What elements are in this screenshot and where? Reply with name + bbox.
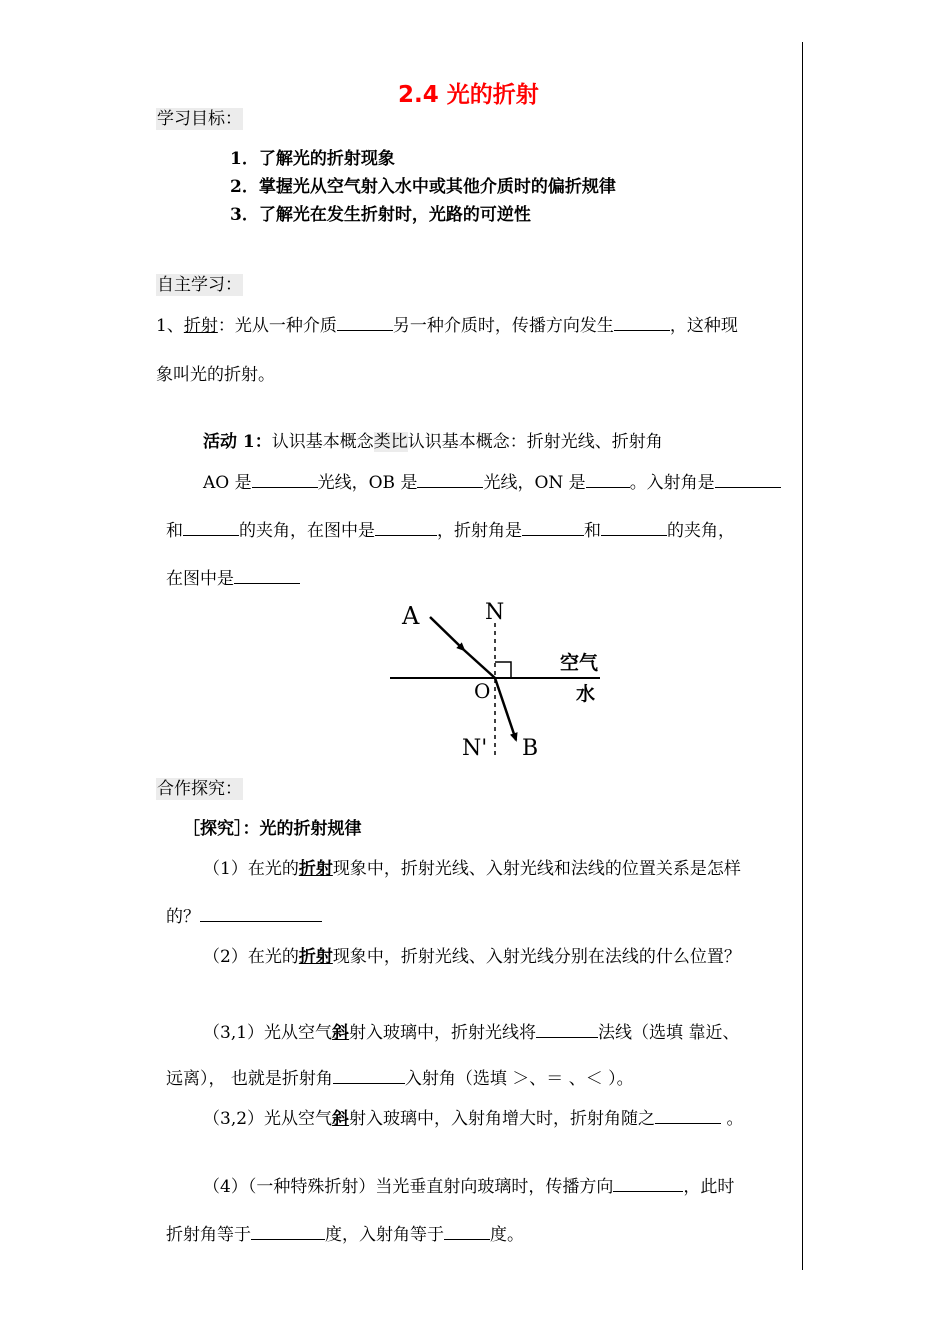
- blank-field[interactable]: [375, 520, 437, 536]
- cooperate-label: 合作探究：: [157, 779, 242, 799]
- goal-2: 2．掌握光从空气射入水中或其他介质时的偏折规律: [230, 177, 616, 197]
- activity-l1-d: 。入射角是: [629, 473, 715, 493]
- explore-q4-line2: [166, 1224, 524, 1246]
- q4-line2-c: 度。: [490, 1225, 524, 1245]
- blank-field[interactable]: [337, 315, 393, 331]
- label-air: 空气: [560, 652, 599, 674]
- blank-field[interactable]: [536, 1022, 598, 1038]
- q2-term: 折射: [298, 947, 333, 967]
- explore-q1-line2: [166, 906, 322, 928]
- q1-a: （1）在光的: [203, 859, 299, 879]
- self-study-question-1-line2: 象叫光的折射。: [156, 365, 275, 385]
- activity-text-a: 认识基本概念: [271, 432, 374, 452]
- q32-a: （3,2）光从空气: [203, 1109, 333, 1129]
- page-title: 2.4 光的折射: [398, 82, 539, 108]
- activity-text-highlight: 类比: [373, 432, 408, 452]
- blank-field[interactable]: [522, 520, 584, 536]
- q1-b: 现象中，折射光线、入射光线和法线的位置关系是怎样: [332, 859, 741, 879]
- q31-c: 法线（选填 靠近、: [598, 1023, 740, 1043]
- blank-field[interactable]: [655, 1108, 721, 1124]
- blank-field[interactable]: [251, 1224, 325, 1240]
- explore-q3-1: [203, 1022, 739, 1044]
- label-O: O: [474, 679, 491, 703]
- activity-line-2: [166, 520, 735, 542]
- q31-b: 射入玻璃中，折射光线将: [349, 1023, 537, 1043]
- explore-heading: ［探究］：光的折射规律: [183, 819, 362, 839]
- term-refraction: 折射: [183, 316, 218, 336]
- blank-field[interactable]: [614, 315, 670, 331]
- q32-term: 斜: [332, 1109, 350, 1129]
- q4-a: （4）（一种特殊折射）当光垂直射向玻璃时，传播方向: [203, 1177, 614, 1197]
- label-A: A: [402, 602, 420, 630]
- activity-1-heading: [203, 431, 663, 453]
- q2-b: 现象中，折射光线、入射光线分别在法线的什么位置？: [332, 947, 741, 967]
- label-B: B: [522, 736, 539, 761]
- blank-field[interactable]: [252, 472, 318, 488]
- q1-text-c: ，这种现: [669, 316, 738, 336]
- q31-line2-a: 远离）， 也就是折射角: [166, 1069, 333, 1089]
- blank-field[interactable]: [715, 472, 781, 488]
- activity-l2-c: ，折射角是: [437, 521, 522, 541]
- q4-line2-a: 折射角等于: [166, 1225, 251, 1245]
- incident-ray-arrow: [430, 617, 464, 650]
- label-N-prime: N': [462, 736, 488, 761]
- explore-q4: [203, 1176, 734, 1198]
- q31-a: （3,1）光从空气: [203, 1023, 333, 1043]
- refracted-ray: [495, 678, 516, 740]
- blank-field[interactable]: [613, 1176, 683, 1192]
- right-margin-rule: [802, 42, 803, 1270]
- activity-l2-b: 的夹角，在图中是: [239, 521, 375, 541]
- q4-b: ，此时: [683, 1177, 735, 1197]
- q1-prefix: 1、: [156, 316, 184, 336]
- activity-l2-d: 和: [584, 521, 601, 541]
- blank-field[interactable]: [200, 906, 322, 922]
- q32-c: 。: [721, 1109, 744, 1129]
- explore-q2: [203, 946, 741, 968]
- goal-1: 1．了解光的折射现象: [230, 149, 395, 169]
- goals-label: 学习目标：: [157, 109, 242, 129]
- incident-ray: [464, 650, 495, 678]
- blank-field[interactable]: [601, 520, 667, 536]
- q31-term: 斜: [332, 1023, 350, 1043]
- activity-l1-c: 光线，ON 是: [483, 473, 586, 493]
- q1-text-a: ：光从一种介质: [217, 316, 337, 336]
- right-angle-mark: [495, 662, 511, 678]
- explore-q3-2: [203, 1108, 743, 1130]
- q2-a: （2）在光的: [203, 947, 299, 967]
- label-N: N: [485, 600, 505, 625]
- activity-l2-a: 和: [166, 521, 183, 541]
- activity-line-1: [203, 472, 781, 494]
- blank-field[interactable]: [417, 472, 483, 488]
- activity-line-3: [166, 568, 300, 590]
- q1-line2: 的？: [166, 907, 200, 927]
- activity-l1-b: 光线，OB 是: [317, 473, 418, 493]
- activity-text-b: 认识基本概念：折射光线、折射角: [407, 432, 663, 452]
- q4-line2-b: 度，入射角等于: [325, 1225, 444, 1245]
- blank-field[interactable]: [183, 520, 239, 536]
- explore-q3-1-line2: [166, 1068, 634, 1090]
- explore-q1: [203, 858, 741, 880]
- self-study-label: 自主学习：: [157, 275, 242, 295]
- q31-line2-b: 入射角（选填 ＞、＝ 、＜ ）。: [404, 1069, 634, 1089]
- label-water: 水: [576, 683, 596, 705]
- goal-3: 3．了解光在发生折射时，光路的可逆性: [230, 205, 531, 225]
- blank-field[interactable]: [333, 1068, 405, 1084]
- activity-l1-a: AO 是: [203, 473, 252, 493]
- refraction-diagram: [380, 595, 620, 765]
- activity-l3-a: 在图中是: [166, 569, 234, 589]
- q1-term: 折射: [298, 859, 333, 879]
- blank-field[interactable]: [234, 568, 300, 584]
- blank-field[interactable]: [444, 1224, 490, 1240]
- blank-field[interactable]: [586, 472, 630, 488]
- activity-l2-e: 的夹角，: [667, 521, 735, 541]
- activity-label: 活动 1：: [203, 432, 272, 452]
- q1-text-b: 另一种介质时，传播方向发生: [392, 316, 614, 336]
- q32-b: 射入玻璃中，入射角增大时，折射角随之: [349, 1109, 656, 1129]
- self-study-question-1: [156, 315, 738, 337]
